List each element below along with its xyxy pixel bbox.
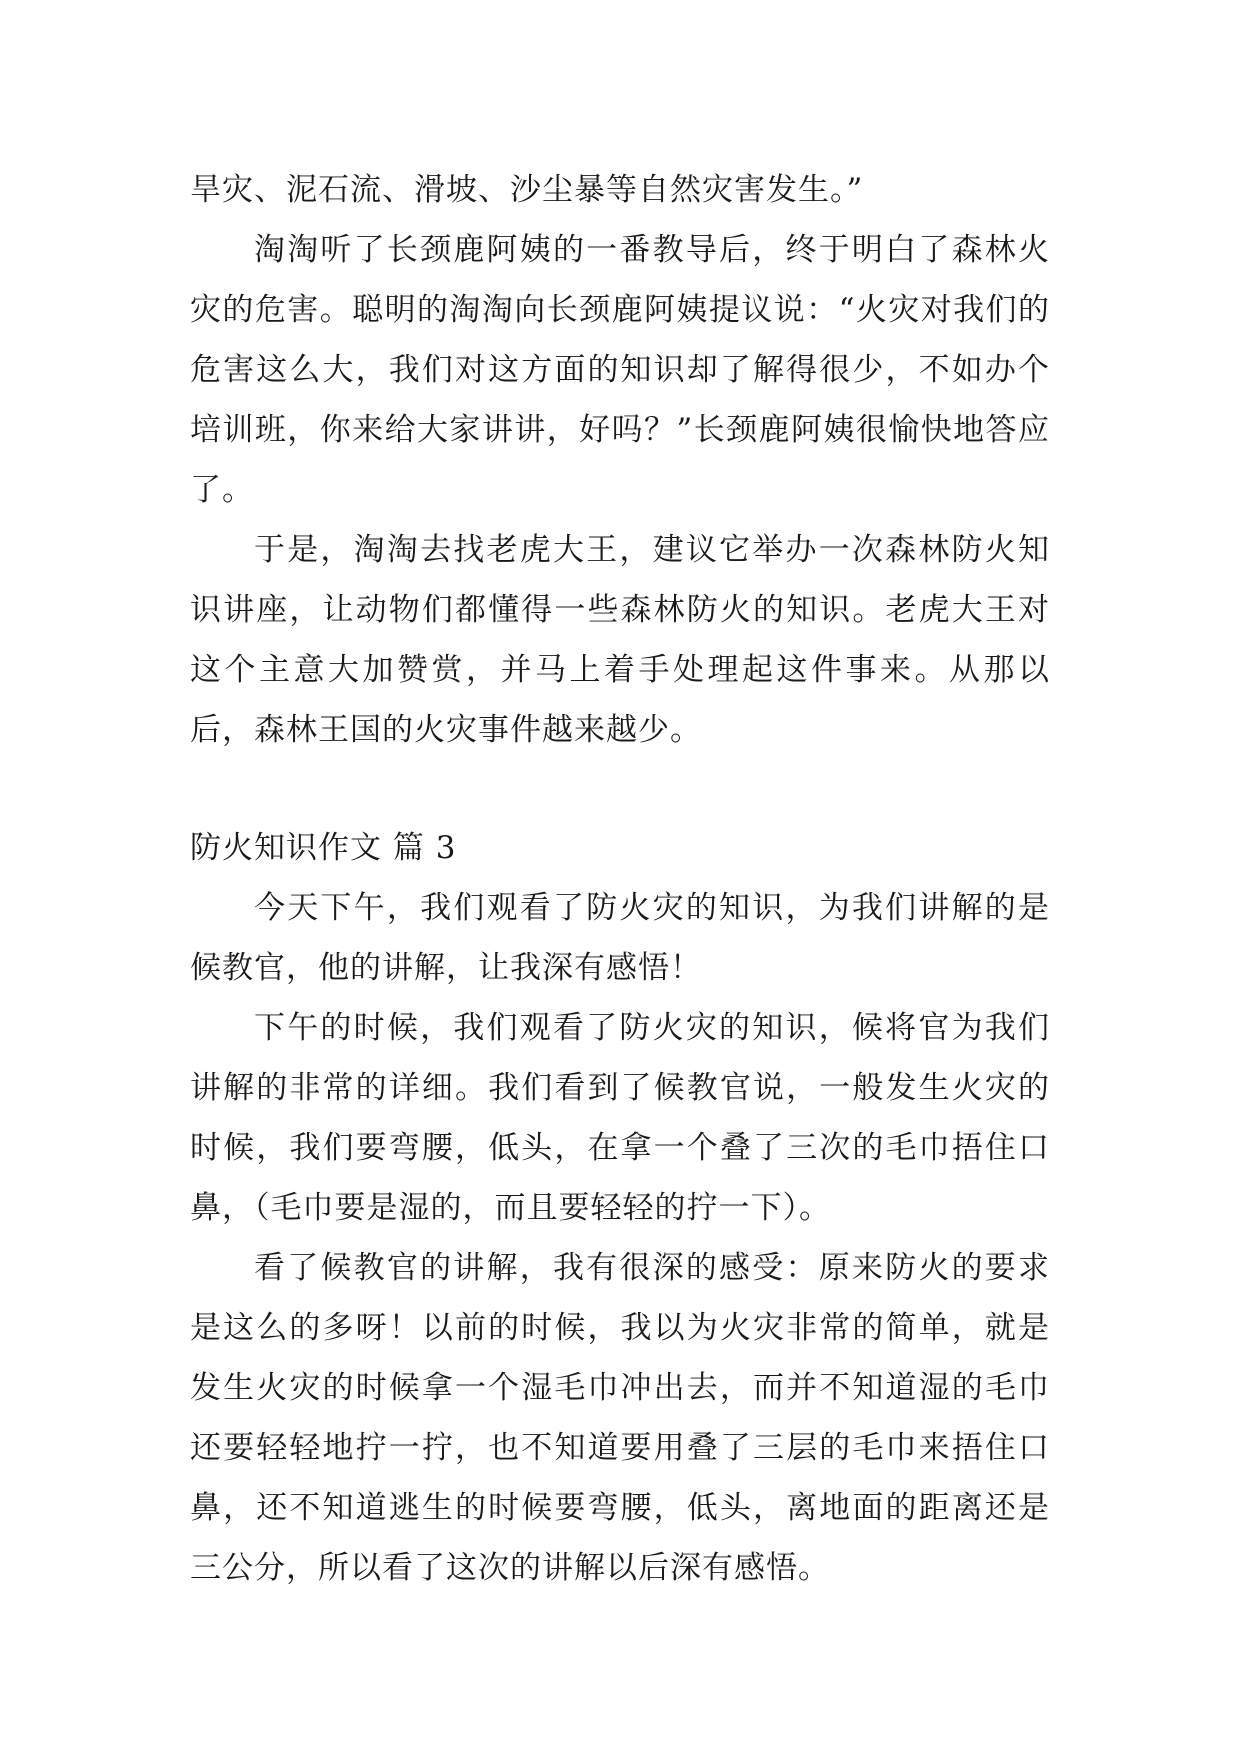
paragraph-continuation: 旱灾、泥石流、滑坡、沙尘暴等自然灾害发生。” <box>190 172 864 208</box>
paragraph-taotao-learns: 淘淘听了长颈鹿阿姨的一番教导后，终于明白了森林火灾的危害。聪明的淘淘向长颈鹿阿姨提议说：“火灾对我们的危害这么大，我们对这方面的知识却了解得很少，不如办个培训班，你来给大家讲讲，好吗？”长颈鹿阿姨很愉快地答应了。 <box>190 232 1050 508</box>
document-body <box>190 160 1050 1598</box>
paragraph-instructor-details: 下午的时候，我们观看了防火灾的知识，候将官为我们讲解的非常的详细。我们看到了候教官说，一般发生火灾的时候，我们要弯腰，低头，在拿一个叠了三次的毛巾捂住口鼻，（毛巾要是湿的，而且要轻轻的拧一下）。 <box>190 1010 1050 1226</box>
paragraph-tiger-king: 于是，淘淘去找老虎大王，建议它举办一次森林防火知识讲座，让动物们都懂得一些森林防火的知识。老虎大王对这个主意大加赞赏，并马上着手处理起这件事来。从那以后，森林王国的火灾事件越来越少。 <box>190 532 1050 748</box>
paragraph-afternoon-lesson: 今天下午，我们观看了防火灾的知识，为我们讲解的是候教官，他的讲解，让我深有感悟！ <box>190 890 1050 986</box>
section-title: 防火知识作文 篇 3 <box>190 830 457 866</box>
paragraph-reflection: 看了候教官的讲解，我有很深的感受：原来防火的要求是这么的多呀！以前的时候，我以为火灾非常的简单，就是发生火灾的时候拿一个湿毛巾冲出去，而并不知道湿的毛巾还要轻轻地拧一拧，也不知道要用叠了三层的毛巾来捂住口鼻，还不知道逃生的时候要弯腰，低头，离地面的距离还是三公分，所以看了这次的讲解以后深有感悟。 <box>190 1250 1050 1586</box>
